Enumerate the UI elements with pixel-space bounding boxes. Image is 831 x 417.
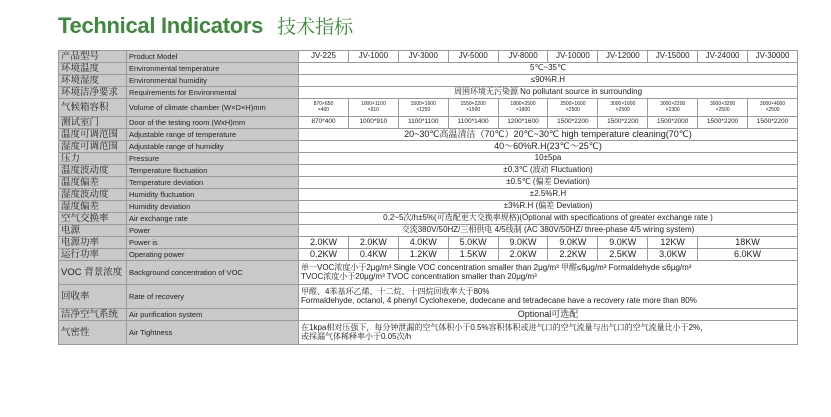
label-cn: 空气交换率 [59,213,127,225]
power-cell: 0.4KW [348,249,398,261]
model-cell: JV-5000 [448,51,498,63]
label-cn: 湿度偏差 [59,201,127,213]
power-cell: 2.5KW [598,249,648,261]
volume-cell: 1800×2500 ×1800 [498,99,548,117]
voc-line-1: 单一VOC浓度小于2μg/m³ Single VOC concentration smaller than 2μg/m³ 甲醛≤6μg/m³ Formaldehyde ≤6μg/m³ [301,263,692,273]
value-cell: ±0.5℃ (偏差 Deviation) [299,177,798,189]
label-cn: 温度波动度 [59,165,127,177]
row-temp-dev [59,177,798,189]
volume-cell: 3000×2200 ×2300 [648,99,698,117]
power-cell: 1.5KW [448,249,498,261]
label-cn: 温度可调范围 [59,129,127,141]
power-cell: 9.0KW [498,237,548,249]
label-en: Operating power [127,249,299,261]
label-cn: VOC 背景浓度 [59,261,127,285]
label-en: Temperature deviation [127,177,299,189]
label-cn: 湿度可调范围 [59,141,127,153]
label-en: Air exchange rate [127,213,299,225]
value-cell [299,261,798,285]
door-cell: 1000*910 [348,117,398,129]
model-cell: JV-8000 [498,51,548,63]
value-cell: 5℃~35℃ [299,63,798,75]
tightness-line-2: 或採漏气体稀释率小于0.05次/h [301,331,412,341]
label-en: Temperature fluctuation [127,165,299,177]
recovery-line-2: Formaldehyde, octanol, 4 phenyl Cyclohexene, dodecane and tetradecane have a recovery rate more than 80% [301,295,697,305]
power-cell: 0.2KW [299,249,349,261]
value-cell: 20~30℃高温清洁（70℃）20℃~30℃ high temperature cleaning(70℃) [299,129,798,141]
label-en: Humidity deviation [127,201,299,213]
volume-cell: 3000×4000 ×2500 [748,99,798,117]
row-hum-adj [59,141,798,153]
value-cell: 周围环境无污染源 No pollutant source in surrounding [299,87,798,99]
label-cn: 温度偏差 [59,177,127,189]
row-power-supply [59,225,798,237]
model-cell: JV-15000 [648,51,698,63]
volume-cell: 3000×1600 ×2500 [598,99,648,117]
row-env-clean [59,87,798,99]
volume-cell: 3000×3200 ×2500 [698,99,748,117]
power-cell: 2.0KW [299,237,349,249]
row-temp-fluct [59,165,798,177]
row-temp-adj [59,129,798,141]
volume-cell: 1000×1100 ×910 [348,99,398,117]
label-cn: 环境洁净要求 [59,87,127,99]
row-voc-bg [59,261,798,285]
label-cn: 运行功率 [59,249,127,261]
label-cn: 回收率 [59,285,127,309]
volume-cell: 1500×1600 ×1250 [398,99,448,117]
power-cell: 18KW [698,237,798,249]
value-cell: 40～60%R.H(23℃～25℃) [299,141,798,153]
door-cell: 1500*2000 [648,117,698,129]
model-cell: JV-24000 [698,51,748,63]
label-en: Adjustable range of temperature [127,129,299,141]
power-cell: 2.2KW [548,249,598,261]
value-cell: Optional可选配 [299,309,798,321]
power-cell: 1.2KW [398,249,448,261]
label-en: Rate of recovery [127,285,299,309]
model-cell: JV-3000 [398,51,448,63]
value-cell: ±0.3℃ (波动 Fluctuation) [299,165,798,177]
model-cell: JV-1000 [348,51,398,63]
label-en: Environmental temperature [127,63,299,75]
label-en: Power [127,225,299,237]
value-cell: ±2.5%R.H [299,189,798,201]
recovery-line-1: 甲醛、4苯基环乙烯、十二烷、十四烷回收率大于80% [301,287,490,297]
model-cell: JV-10000 [548,51,598,63]
voc-line-2: TVOC浓度小于20μg/m³ TVOC concentration smaller than 20μg/m³ [301,271,537,281]
spec-table [58,50,798,345]
row-door [59,117,798,129]
door-cell: 1100*1100 [398,117,448,129]
title-chinese: 技术指标 [277,17,354,38]
label-en: Air Tightness [127,321,299,345]
label-en: Volume of climate chamber (W×D×H)mm [127,99,299,117]
volume-cell: 2500×1600 ×2500 [548,99,598,117]
label-en: Humidity fluctuation [127,189,299,201]
row-power-run [59,249,798,261]
power-cell: 6.0KW [698,249,798,261]
row-hum-fluct [59,189,798,201]
page-title [58,12,353,46]
value-cell [299,321,798,345]
power-cell: 9.0KW [598,237,648,249]
value-cell: 10±5pa [299,153,798,165]
row-volume [59,99,798,117]
row-env-temp [59,63,798,75]
power-cell: 9.0KW [548,237,598,249]
power-cell: 5.0KW [448,237,498,249]
label-en: Door of the testing room (WxH)mm [127,117,299,129]
model-cell: JV-12000 [598,51,648,63]
power-cell: 2.0KW [348,237,398,249]
label-cn: 产品型号 [59,51,127,63]
label-en: Pressure [127,153,299,165]
label-cn: 湿度波动度 [59,189,127,201]
value-cell: ≤90%R.H [299,75,798,87]
label-en: Environmental humidity [127,75,299,87]
label-cn: 洁净空气系统 [59,309,127,321]
label-cn: 电源 [59,225,127,237]
label-en: Air purification system [127,309,299,321]
row-tightness [59,321,798,345]
label-en: Product Model [127,51,299,63]
row-recovery [59,285,798,309]
label-cn: 气候箱容积 [59,99,127,117]
value-cell: ±3%R.H (偏差 Deviation) [299,201,798,213]
volume-cell: 870×650 ×400 [299,99,349,117]
door-cell: 1500*2200 [598,117,648,129]
volume-cell: 1550×2200 ×1500 [448,99,498,117]
value-cell [299,285,798,309]
power-cell: 2.0KW [498,249,548,261]
title-english: Technical Indicators [58,13,264,38]
model-cell: JV-30000 [748,51,798,63]
door-cell: 1500*2200 [548,117,598,129]
value-cell: 交流380V/50HZ/三相供电 4/5线制 (AC 380V/50HZ/ three-phase 4/5 wiring system) [299,225,798,237]
row-purify [59,309,798,321]
label-cn: 气密性 [59,321,127,345]
door-cell: 1200*1600 [498,117,548,129]
row-env-hum [59,75,798,87]
label-en: Requirements for Environmental [127,87,299,99]
row-model [59,51,798,63]
power-cell: 3.0KW [648,249,698,261]
door-cell: 1500*2200 [698,117,748,129]
row-power-rated [59,237,798,249]
tightness-line-1: 在1kpa相对压强下，每分钟泄漏的空气体积小于0.5%容积体积或进气口的空气流量与出气口的空气流量比小于2%， [301,323,709,333]
label-cn: 测试室门 [59,117,127,129]
model-cell: JV-225 [299,51,349,63]
label-cn: 电源功率 [59,237,127,249]
row-pressure [59,153,798,165]
label-cn: 压力 [59,153,127,165]
row-hum-dev [59,201,798,213]
value-cell: 0.2~5次/h±5%(可选配更大交换率规格)(Optional with specifications of greater exchange rate ) [299,213,798,225]
row-air-exchange [59,213,798,225]
label-en: Adjustable range of humidity [127,141,299,153]
label-en: Background concentration of VOC [127,261,299,285]
label-cn: 环境温度 [59,63,127,75]
power-cell: 4.0KW [398,237,448,249]
label-en: Power is [127,237,299,249]
door-cell: 1100*1400 [448,117,498,129]
label-cn: 环境湿度 [59,75,127,87]
power-cell: 12KW [648,237,698,249]
door-cell: 1500*2200 [748,117,798,129]
door-cell: 870*400 [299,117,349,129]
